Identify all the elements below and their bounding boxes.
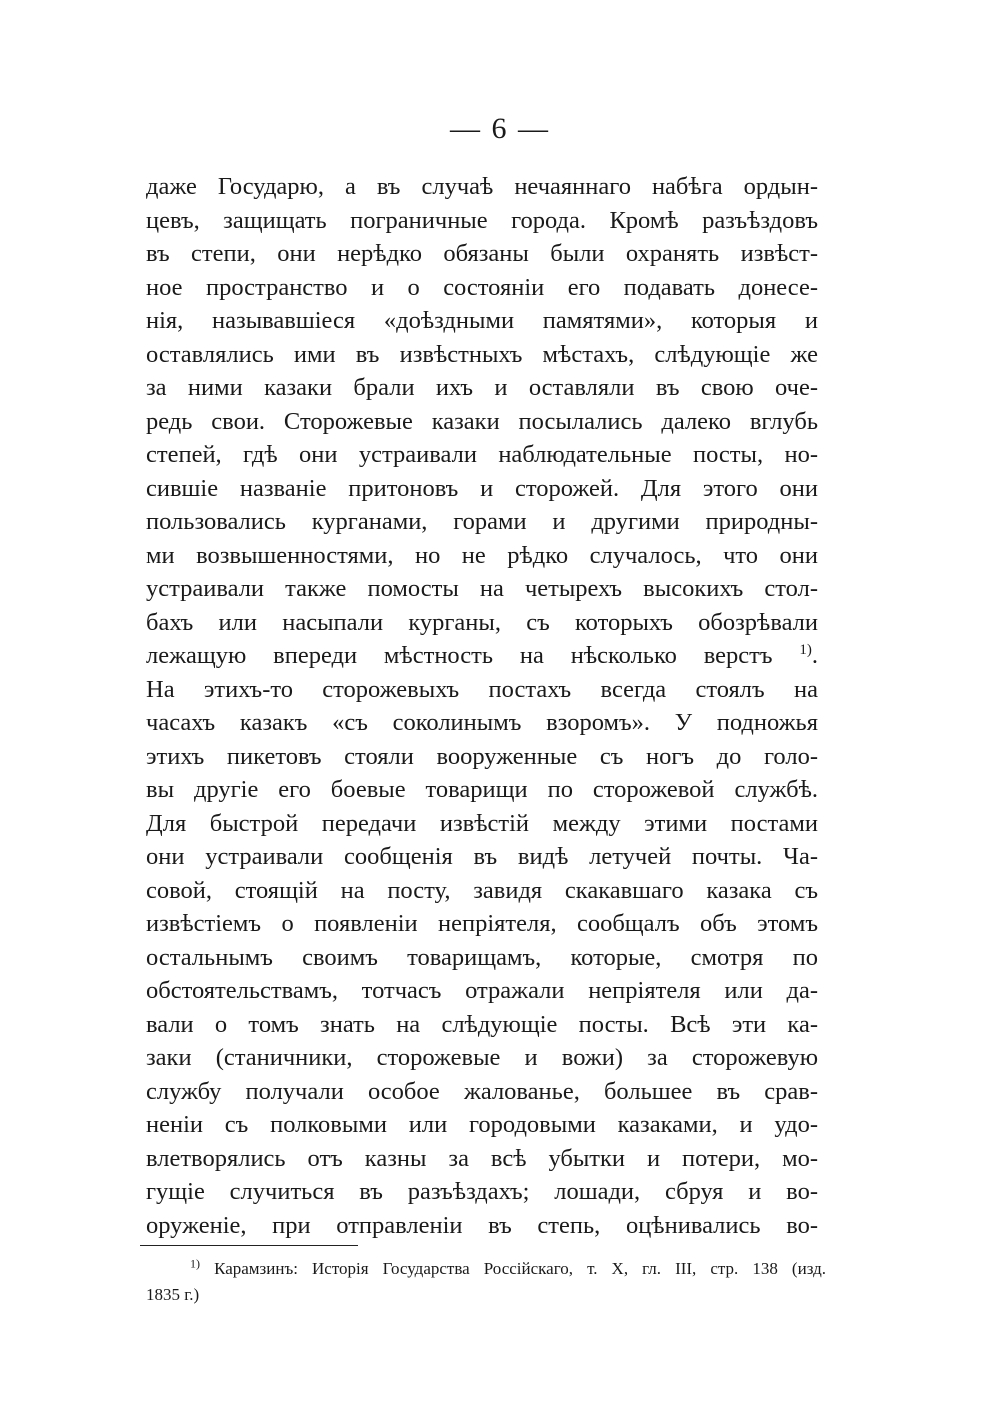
body-text (146, 170, 818, 1242)
text-line: нія, называвшіеся «доѣздными памятями», которыя и (146, 307, 818, 334)
text-line: совой, стоящій на посту, завидя скакавшаго казака съ (146, 876, 818, 904)
text-line: этихъ пикетовъ стояли вооруженные съ ногъ до голо- (146, 742, 818, 770)
text-line: вали о томъ знать на слѣдующіе посты. Всѣ эти ка- (146, 1010, 818, 1038)
page-number: — 6 — (450, 112, 550, 145)
text-line: Для быстрой передачи извѣстій между этими постами (146, 809, 818, 837)
text-line: На этихъ-то сторожевыхъ постахъ всегда стоялъ на (146, 675, 818, 703)
text-line: часахъ казакъ «съ соколинымъ взоромъ». У подножья (146, 709, 818, 736)
text-line: заки (станичники, сторожевые и вожи) за сторожевую (146, 1044, 818, 1071)
text-line: устраивали также помосты на четырехъ высокихъ стол- (146, 575, 818, 602)
text-line: гущіе случиться въ разъѣздахъ; лошади, сбруя и во- (146, 1178, 818, 1205)
text-line: степей, гдѣ они устраивали наблюдательные посты, но- (146, 441, 818, 468)
text-line: цевъ, защищать пограничные города. Кромѣ разъѣздовъ (146, 206, 818, 234)
text-line: редь свои. Сторожевые казаки посылались далеко вглубь (146, 407, 818, 435)
text-line: неніи съ полковыми или городовыми казаками, и удо- (146, 1111, 818, 1138)
footnote-marker: 1) (190, 1256, 200, 1271)
text-line: ми возвышенностями, но не рѣдко случалось, что они (146, 541, 818, 569)
footnote-line (146, 1256, 826, 1282)
footnote-divider (140, 1245, 358, 1246)
text-line: пользовались курганами, горами и другими природны- (146, 508, 818, 535)
footnote-text: Карамзинъ: Исторія Государства Россійскаго, т. X, гл. III, стр. 138 (изд. (214, 1259, 827, 1278)
text-line-with-footnote: лежащую впереди мѣстность на нѣсколько верстъ $^{1)}$. (146, 641, 818, 669)
text-line: бахъ или насыпали курганы, съ которыхъ обозрѣвали (146, 608, 818, 636)
footnote-line-continued: 1835 г.) (146, 1285, 200, 1304)
text-line: остальнымъ своимъ товарищамъ, которые, смотря по (146, 943, 818, 971)
text-line: даже Государю, а въ случаѣ нечаяннаго набѣга ордын- (146, 173, 818, 200)
text-line: обстоятельствамъ, тотчасъ отражали непріятеля или да- (146, 977, 818, 1004)
text-line: влетворялись отъ казны за всѣ убытки и потери, мо- (146, 1144, 818, 1172)
text-line-content: лежащую впереди мѣстность на нѣсколько верстъ (146, 642, 773, 669)
text-line: оставлялись ими въ извѣстныхъ мѣстахъ, слѣдующіе же (146, 340, 818, 368)
text-line: извѣстіемъ о появленіи непріятеля, сообщалъ объ этомъ (146, 910, 818, 937)
footnote (146, 1256, 826, 1308)
text-line: за ними казаки брали ихъ и оставляли въ свою оче- (146, 374, 818, 401)
text-line: въ степи, они нерѣдко обязаны были охранять извѣст- (146, 240, 818, 267)
text-line: службу получали особое жалованье, большее въ срав- (146, 1077, 818, 1105)
text-line: оруженіе, при отправленіи въ степь, оцѣнивались во- (146, 1211, 818, 1239)
text-line: они устраивали сообщенія въ видѣ летучей почты. Ча- (146, 843, 818, 870)
text-line: ное пространство и о состояніи его подавать донесе- (146, 273, 818, 301)
text-line: сившіе названіе притоновъ и сторожей. Для этого они (146, 474, 818, 502)
text-line: вы другіе его боевые товарищи по сторожевой службѣ. (146, 776, 818, 803)
footnote-reference: 1) (799, 641, 812, 658)
